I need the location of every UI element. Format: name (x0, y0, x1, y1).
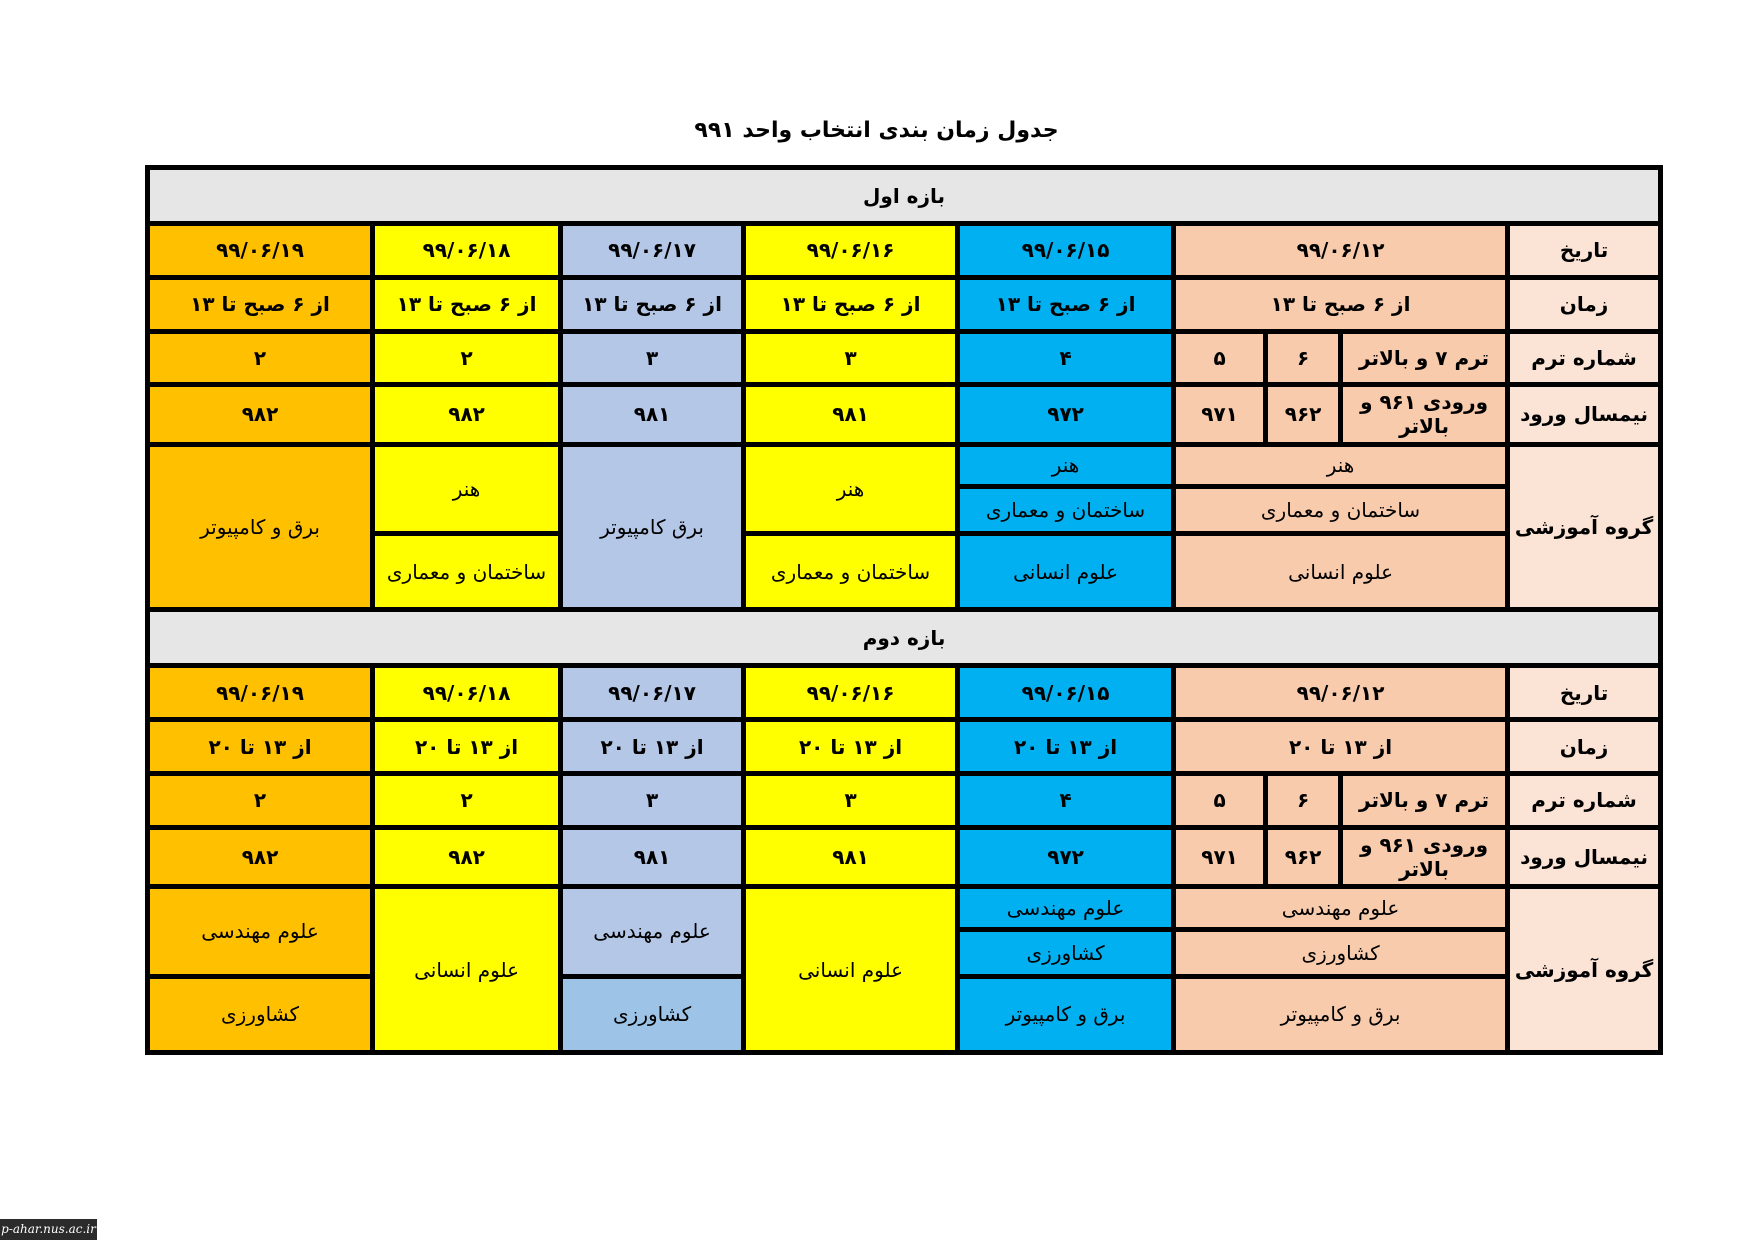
time-cell: از ۶ صبح تا ۱۳ (561, 277, 744, 331)
group-cell: ساختمان و معماری (1174, 487, 1508, 534)
entry-cell: ۹۸۲ (148, 827, 373, 886)
entry-cell: ۹۸۲ (373, 385, 561, 444)
term-cell: ۵ (1174, 773, 1266, 827)
date-cell: ۹۹/۰۶/۱۶ (744, 666, 958, 720)
date-cell: ۹۹/۰۶/۱۲ (1174, 666, 1508, 720)
term-cell: ۲ (373, 773, 561, 827)
date-cell: ۹۹/۰۶/۱۷ (561, 224, 744, 278)
group-cell: ساختمان و معماری (373, 534, 561, 610)
group-cell: علوم مهندسی (561, 887, 744, 977)
date-cell: ۹۹/۰۶/۱۹ (148, 224, 373, 278)
entry-cell: ۹۷۲ (958, 385, 1174, 444)
entry-cell: ۹۶۲ (1266, 385, 1341, 444)
group-cell: علوم مهندسی (958, 887, 1174, 930)
term-cell: ۳ (561, 331, 744, 385)
term-cell: ۳ (561, 773, 744, 827)
term-cell: ۲ (373, 331, 561, 385)
date-cell: ۹۹/۰۶/۱۸ (373, 224, 561, 278)
term-cell: ۵ (1174, 331, 1266, 385)
time-cell: از ۱۳ تا ۲۰ (148, 720, 373, 774)
row-label-term: شماره ترم (1508, 331, 1661, 385)
entry-cell: ورودی ۹۶۱ و بالاتر (1341, 827, 1508, 886)
entry-cell: ۹۸۱ (744, 385, 958, 444)
group-cell: برق و کامپیوتر (1174, 976, 1508, 1052)
time-cell: از ۱۳ تا ۲۰ (958, 720, 1174, 774)
date-cell: ۹۹/۰۶/۱۹ (148, 666, 373, 720)
term-cell: ۳ (744, 773, 958, 827)
entry-cell: ۹۷۱ (1174, 385, 1266, 444)
group-cell: کشاورزی (148, 976, 373, 1052)
term-cell: ۶ (1266, 773, 1341, 827)
group-cell: علوم مهندسی (148, 887, 373, 977)
group-cell: کشاورزی (1174, 929, 1508, 976)
row-label-date: تاریخ (1508, 666, 1661, 720)
row-label-entry: نیمسال ورود (1508, 385, 1661, 444)
row-label-group: گروه آموزشی (1508, 887, 1661, 1053)
group-cell: برق و کامپیوتر (958, 976, 1174, 1052)
row-label-time: زمان (1508, 720, 1661, 774)
time-cell: از ۶ صبح تا ۱۳ (744, 277, 958, 331)
group-cell: هنر (1174, 444, 1508, 487)
entry-cell: ۹۷۱ (1174, 827, 1266, 886)
group-cell: علوم انسانی (373, 887, 561, 1053)
time-cell: از ۶ صبح تا ۱۳ (958, 277, 1174, 331)
entry-cell: ۹۷۲ (958, 827, 1174, 886)
website-footer: p-ahar.nus.ac.ir (0, 1219, 97, 1240)
term-cell: ترم ۷ و بالاتر (1341, 331, 1508, 385)
entry-cell: ۹۸۱ (561, 827, 744, 886)
schedule-table (145, 165, 1663, 1055)
time-cell: از ۶ صبح تا ۱۳ (373, 277, 561, 331)
entry-cell: ۹۸۱ (744, 827, 958, 886)
entry-cell: ۹۸۱ (561, 385, 744, 444)
date-cell: ۹۹/۰۶/۱۵ (958, 666, 1174, 720)
group-cell: ساختمان و معماری (958, 487, 1174, 534)
time-cell: از ۱۳ تا ۲۰ (1174, 720, 1508, 774)
group-cell: هنر (373, 444, 561, 534)
row-label-time: زمان (1508, 277, 1661, 331)
row-label-group: گروه آموزشی (1508, 444, 1661, 610)
group-cell: هنر (958, 444, 1174, 487)
term-cell: ۴ (958, 773, 1174, 827)
entry-cell: ورودی ۹۶۱ و بالاتر (1341, 385, 1508, 444)
row-label-entry: نیمسال ورود (1508, 827, 1661, 886)
group-cell: برق و کامپیوتر (148, 444, 373, 610)
date-cell: ۹۹/۰۶/۱۵ (958, 224, 1174, 278)
time-cell: از ۱۳ تا ۲۰ (373, 720, 561, 774)
group-cell: کشاورزی (561, 976, 744, 1052)
time-cell: از ۱۳ تا ۲۰ (744, 720, 958, 774)
term-cell: ۳ (744, 331, 958, 385)
group-cell: هنر (744, 444, 958, 534)
group-cell: برق کامپیوتر (561, 444, 744, 610)
entry-cell: ۹۸۲ (373, 827, 561, 886)
date-cell: ۹۹/۰۶/۱۸ (373, 666, 561, 720)
term-cell: ۶ (1266, 331, 1341, 385)
time-cell: از ۶ صبح تا ۱۳ (148, 277, 373, 331)
time-cell: از ۱۳ تا ۲۰ (561, 720, 744, 774)
page-title: جدول زمان بندی انتخاب واحد ۹۹۱ (694, 118, 1059, 143)
term-cell: ۲ (148, 773, 373, 827)
group-cell: علوم انسانی (744, 887, 958, 1053)
time-cell: از ۶ صبح تا ۱۳ (1174, 277, 1508, 331)
entry-cell: ۹۶۲ (1266, 827, 1341, 886)
entry-cell: ۹۸۲ (148, 385, 373, 444)
date-cell: ۹۹/۰۶/۱۲ (1174, 224, 1508, 278)
row-label-date: تاریخ (1508, 224, 1661, 278)
term-cell: ۲ (148, 331, 373, 385)
section-heading-second: بازه دوم (148, 610, 1661, 666)
row-label-term: شماره ترم (1508, 773, 1661, 827)
date-cell: ۹۹/۰۶/۱۷ (561, 666, 744, 720)
date-cell: ۹۹/۰۶/۱۶ (744, 224, 958, 278)
group-cell: علوم مهندسی (1174, 887, 1508, 930)
section-heading-first: بازه اول (148, 168, 1661, 224)
group-cell: علوم انسانی (958, 534, 1174, 610)
group-cell: علوم انسانی (1174, 534, 1508, 610)
term-cell: ۴ (958, 331, 1174, 385)
group-cell: کشاورزی (958, 929, 1174, 976)
group-cell: ساختمان و معماری (744, 534, 958, 610)
term-cell: ترم ۷ و بالاتر (1341, 773, 1508, 827)
